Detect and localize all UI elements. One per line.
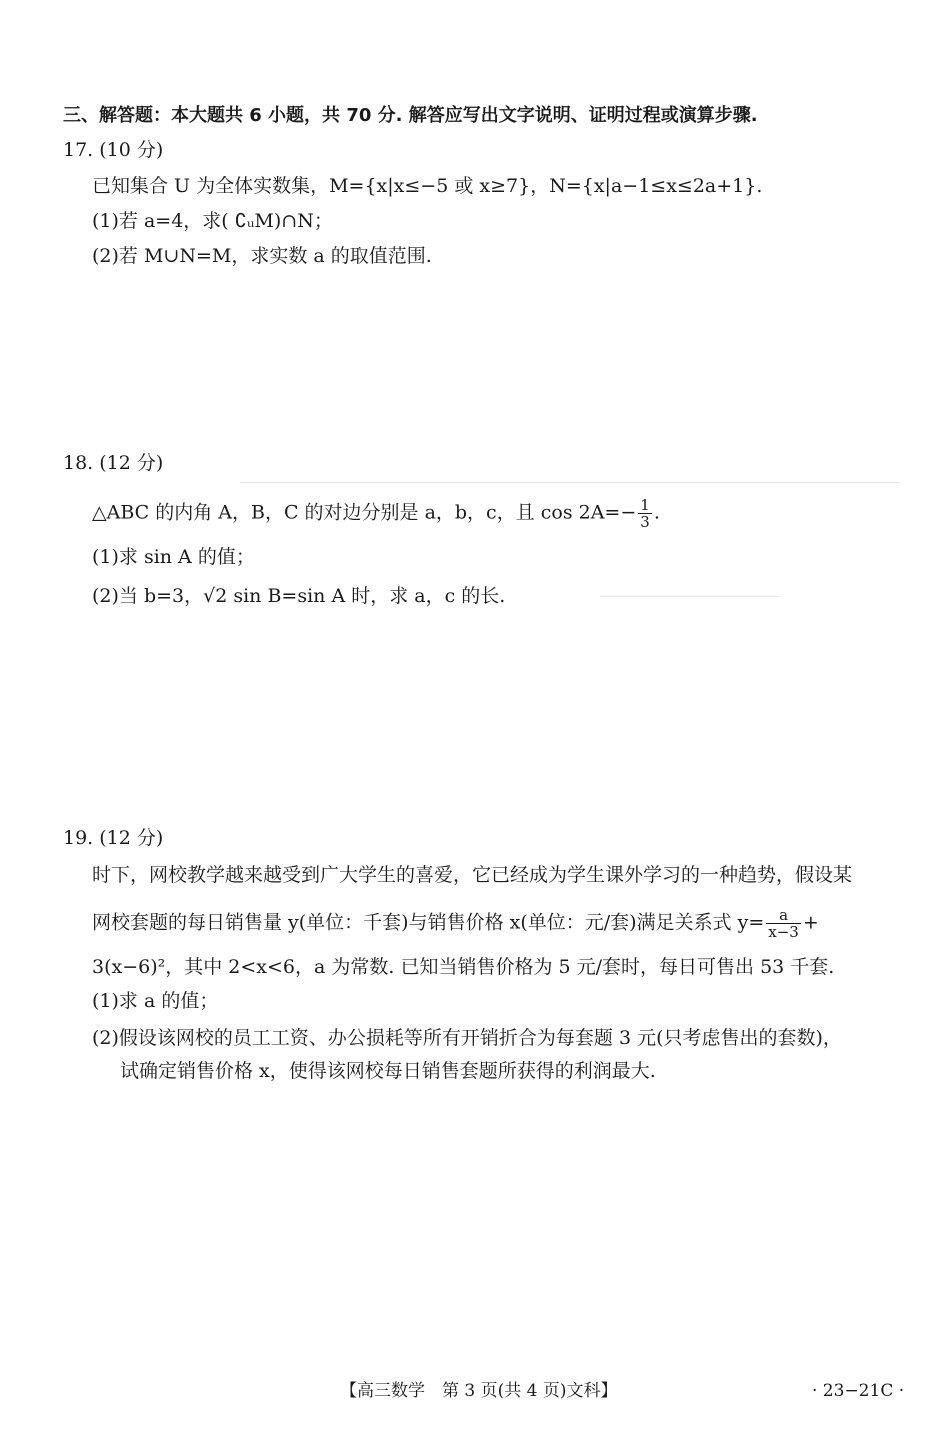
question-18-stem [92,497,660,530]
question-17-part-1: (1)若 a=4，求( ∁ᵤM)∩N； [92,210,333,232]
question-18-stem-text: △ABC 的内角 A，B，C 的对边分别是 a，b，c，且 cos 2A=− [92,501,637,524]
fraction-denominator: x−3 [768,923,799,941]
fraction-numerator: 1 [640,496,650,514]
question-17-label: 17. (10 分) [63,139,164,161]
fraction-one-third [638,497,652,530]
fraction-numerator: a [766,907,801,924]
page-code: · 23−21C · [812,1381,905,1401]
scan-artifact [600,596,780,597]
question-18-part-1: (1)求 sin A 的值； [92,546,255,568]
question-19-line-2-text: 网校套题的每日销售量 y(单位：千套)与销售价格 x(单位：元/套)满足关系式 y= [92,911,765,934]
fraction-denominator: 3 [640,513,650,531]
question-19-line-1: 时下，网校教学越来越受到广大学生的喜爱，它已经成为学生课外学习的一种趋势，假设某 [92,864,853,886]
question-17-part-2: (2)若 M∪N=M，求实数 a 的取值范围. [92,245,432,267]
question-19-line-3: 3(x−6)²，其中 2<x<6，a 为常数. 已知当销售价格为 5 元/套时，每日可售出 53 千套. [92,956,835,978]
question-18-stem-end: . [653,501,660,524]
fraction-a-over-x-minus-3 [766,907,801,940]
question-19-part-2-line-2: 试确定销售价格 x，使得该网校每日销售套题所获得的利润最大. [120,1060,656,1082]
question-19-line-2-end: + [802,911,819,934]
question-18-label: 18. (12 分) [63,452,164,474]
page-footer: 【高三数学 第 3 页(共 4 页)文科】 [340,1381,618,1401]
question-19-label: 19. (12 分) [63,827,164,849]
question-19-part-1: (1)求 a 的值； [92,990,219,1012]
question-19-line-2 [92,907,819,940]
section-header: 三、解答题：本大题共 6 小题，共 70 分. 解答应写出文字说明、证明过程或演算步骤. [63,105,758,126]
question-19-part-2-line-1: (2)假设该网校的员工工资、办公损耗等所有开销折合为每套题 3 元(只考虑售出的套数)， [92,1027,842,1049]
question-18-part-2: (2)当 b=3，√2 sin B=sin A 时，求 a，c 的长. [92,585,506,607]
question-17-stem: 已知集合 U 为全体实数集，M={x|x≤−5 或 x≥7}，N={x|a−1≤x≤2a+1}. [92,175,763,197]
scan-artifact [240,482,900,483]
